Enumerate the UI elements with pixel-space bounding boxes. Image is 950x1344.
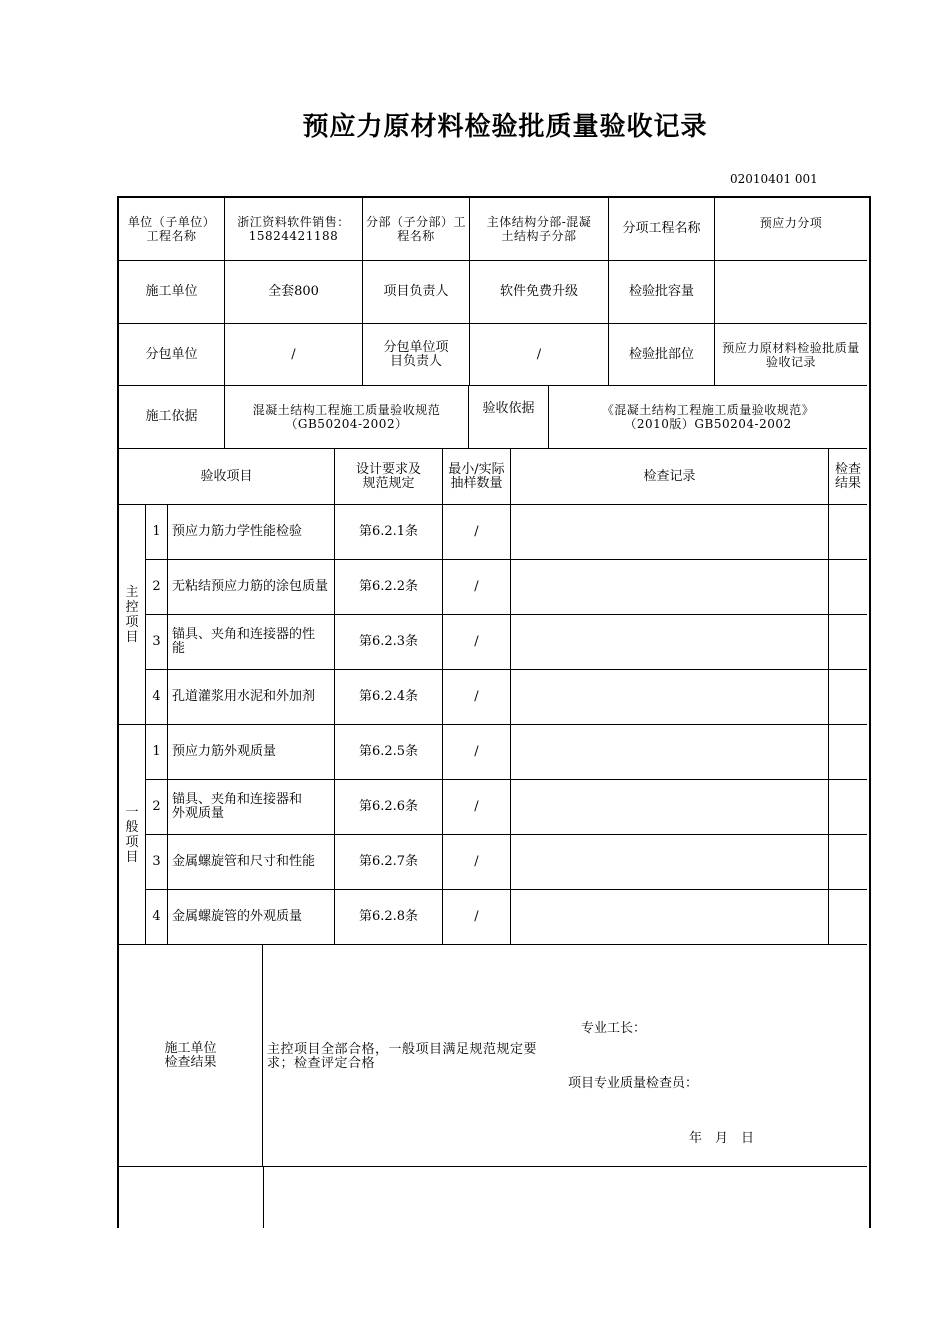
main-row-sample: / xyxy=(443,505,511,560)
general-row-clause: 第6.2.6条 xyxy=(335,780,443,835)
document-code: 02010401 001 xyxy=(730,172,818,186)
location-value: 预应力原材料检验批质量验收记录 xyxy=(715,324,867,386)
general-row-record[interactable] xyxy=(511,835,829,890)
general-row-sample: / xyxy=(443,780,511,835)
main-row-no: 2 xyxy=(146,560,168,615)
main-row-no: 3 xyxy=(146,615,168,670)
main-row-record[interactable] xyxy=(511,505,829,560)
subdivision-label: 分部（子分部）工程名称 xyxy=(363,198,470,261)
conclusion-text: 主控项目全部合格，一般项目满足规范规定要求；检查评定合格 xyxy=(267,1042,538,1071)
main-row-result[interactable] xyxy=(829,670,867,725)
general-row-no: 4 xyxy=(146,890,168,945)
general-row-record[interactable] xyxy=(511,725,829,780)
constructor-value: 全套800 xyxy=(225,261,363,324)
general-row-name: 预应力筋外观质量 xyxy=(168,725,335,780)
sub-manager-value: / xyxy=(470,324,609,386)
main-row-result[interactable] xyxy=(829,560,867,615)
capacity-value xyxy=(715,261,867,324)
col-sample-header: 最小/实际抽样数量 xyxy=(443,449,511,505)
subcontractor-label: 分包单位 xyxy=(119,324,225,386)
general-row-record[interactable] xyxy=(511,780,829,835)
main-row-clause: 第6.2.2条 xyxy=(335,560,443,615)
foreman-label: 专业工长： xyxy=(581,1021,647,1036)
general-row-sample: / xyxy=(443,890,511,945)
constructor-label: 施工单位 xyxy=(119,261,225,324)
general-group-label: 一般项目 xyxy=(119,725,146,945)
basis-label: 施工依据 xyxy=(119,386,225,449)
general-row-sample: / xyxy=(443,835,511,890)
col-item-header: 验收项目 xyxy=(119,449,335,505)
main-row-result[interactable] xyxy=(829,505,867,560)
general-row-clause: 第6.2.5条 xyxy=(335,725,443,780)
main-row-name: 孔道灌浆用水泥和外加剂 xyxy=(168,670,335,725)
main-row-no: 1 xyxy=(146,505,168,560)
general-row-no: 1 xyxy=(146,725,168,780)
general-row-name: 金属螺旋管的外观质量 xyxy=(168,890,335,945)
main-row-sample: / xyxy=(443,560,511,615)
inspector-label: 项目专业质量检查员： xyxy=(568,1076,699,1091)
capacity-label: 检验批容量 xyxy=(609,261,715,324)
general-row-clause: 第6.2.8条 xyxy=(335,890,443,945)
general-row-record[interactable] xyxy=(511,890,829,945)
col-record-header: 检查记录 xyxy=(511,449,829,505)
general-row-result[interactable] xyxy=(829,725,867,780)
acceptance-value: 《混凝土结构工程施工质量验收规范》（2010版）GB50204-2002 xyxy=(549,386,867,449)
general-row-sample: / xyxy=(443,725,511,780)
main-row-name: 锚具、夹角和连接器的性能 xyxy=(168,615,335,670)
general-row-clause: 第6.2.7条 xyxy=(335,835,443,890)
general-row-result[interactable] xyxy=(829,835,867,890)
next-section-divider xyxy=(263,1167,264,1228)
main-row-clause: 第6.2.1条 xyxy=(335,505,443,560)
main-row-name: 无粘结预应力筋的涂包质量 xyxy=(168,560,335,615)
subcontractor-value: / xyxy=(225,324,363,386)
sub-manager-label: 分包单位项目负责人 xyxy=(363,324,470,386)
conclusion-label: 施工单位检查结果 xyxy=(119,945,263,1167)
main-row-clause: 第6.2.4条 xyxy=(335,670,443,725)
main-row-record[interactable] xyxy=(511,615,829,670)
subdivision-value: 主体结构分部-混凝土结构子分部 xyxy=(470,198,609,261)
general-row-name: 金属螺旋管和尺寸和性能 xyxy=(168,835,335,890)
general-row-no: 3 xyxy=(146,835,168,890)
main-row-sample: / xyxy=(443,670,511,725)
main-row-no: 4 xyxy=(146,670,168,725)
acceptance-label: 验收依据 xyxy=(469,386,549,449)
date-label: 年 月 日 xyxy=(689,1131,755,1146)
manager-value: 软件免费升级 xyxy=(470,261,609,324)
general-row-no: 2 xyxy=(146,780,168,835)
main-row-result[interactable] xyxy=(829,615,867,670)
main-row-sample: / xyxy=(443,615,511,670)
item-label: 分项工程名称 xyxy=(609,198,715,261)
basis-value: 混凝土结构工程施工质量验收规范（GB50204-2002） xyxy=(225,386,469,449)
inspection-form xyxy=(117,196,871,1228)
unit-label: 单位（子单位）工程名称 xyxy=(119,198,225,261)
col-result-header: 检查结果 xyxy=(829,449,867,505)
location-label: 检验批部位 xyxy=(609,324,715,386)
col-spec-header: 设计要求及规范规定 xyxy=(335,449,443,505)
main-row-name: 预应力筋力学性能检验 xyxy=(168,505,335,560)
manager-label: 项目负责人 xyxy=(363,261,470,324)
main-row-record[interactable] xyxy=(511,670,829,725)
item-value: 预应力分项 xyxy=(715,198,867,261)
general-row-result[interactable] xyxy=(829,890,867,945)
document-title: 预应力原材料检验批质量验收记录 xyxy=(302,112,708,142)
unit-value: 浙江资料软件销售：15824421188 xyxy=(225,198,363,261)
main-row-record[interactable] xyxy=(511,560,829,615)
general-row-name: 锚具、夹角和连接器和外观质量 xyxy=(168,780,335,835)
main-group-label: 主控项目 xyxy=(119,505,146,725)
main-row-clause: 第6.2.3条 xyxy=(335,615,443,670)
general-row-result[interactable] xyxy=(829,780,867,835)
